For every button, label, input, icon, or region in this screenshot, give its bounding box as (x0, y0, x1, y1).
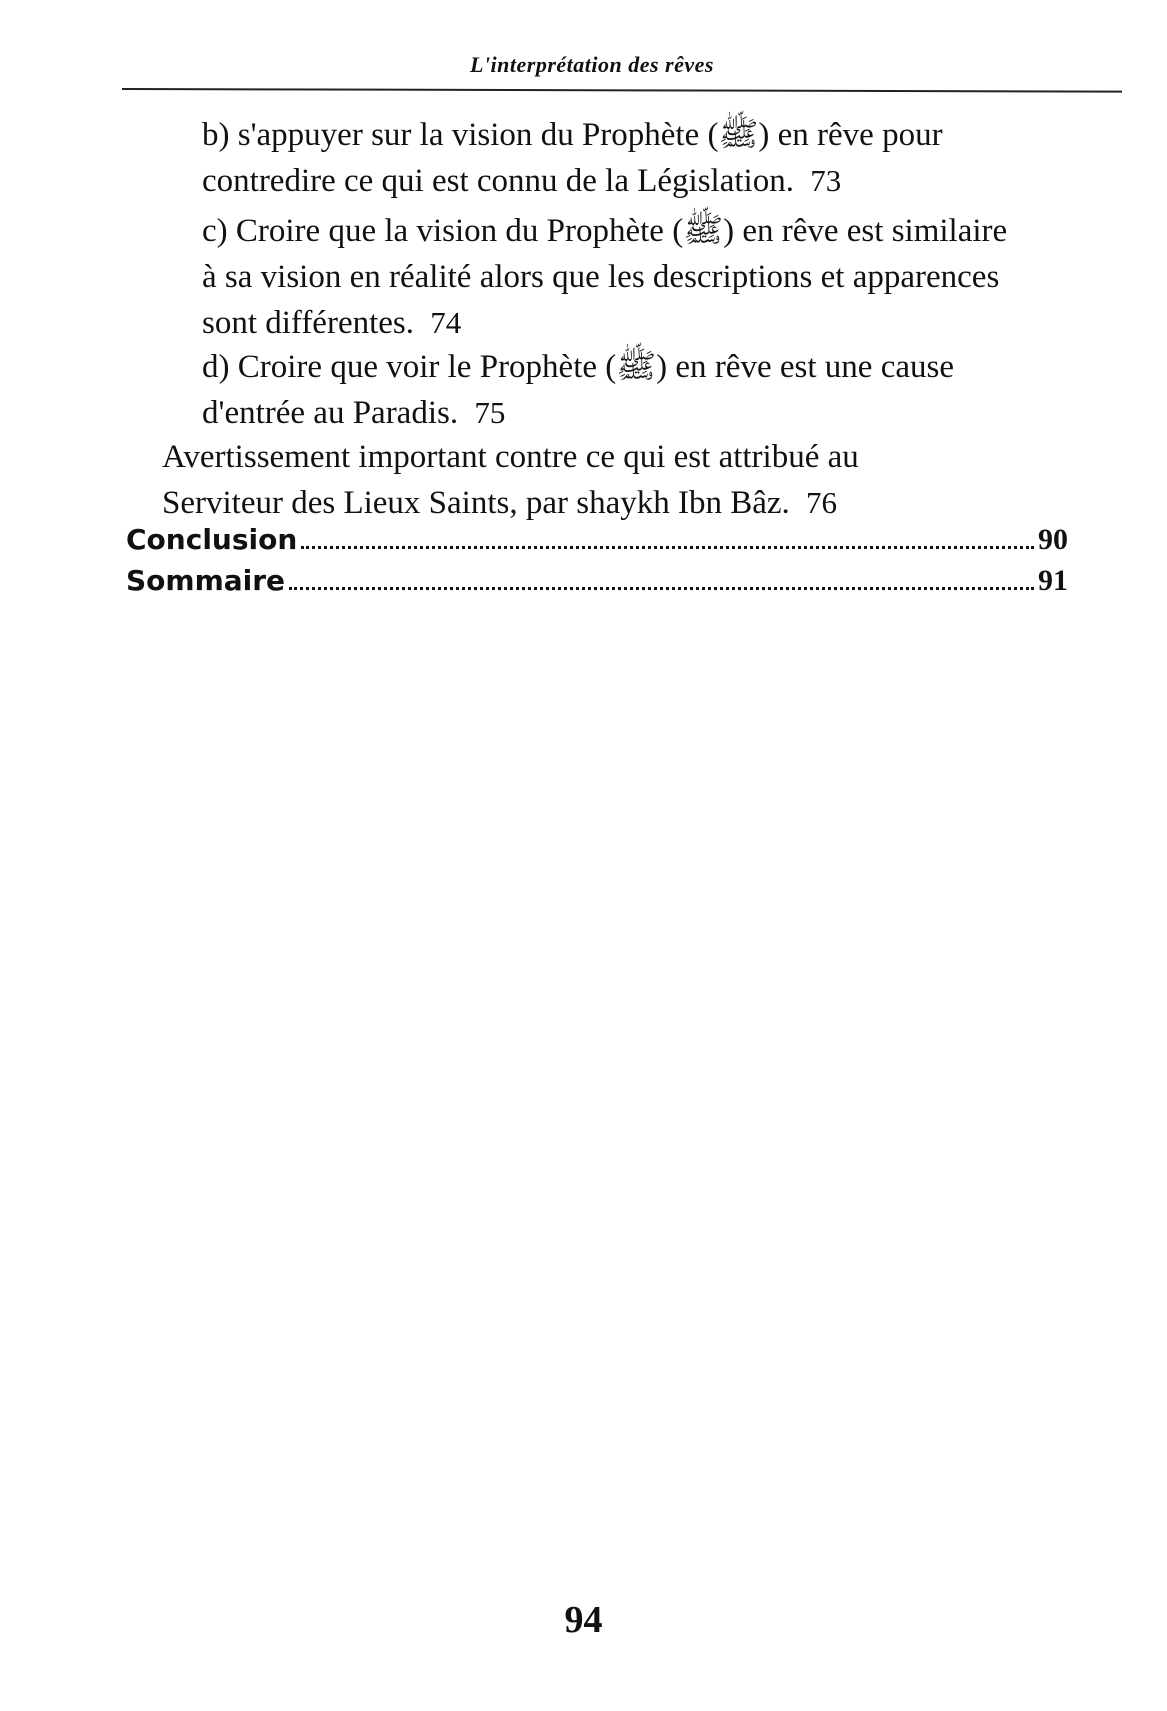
toc-entry-sommaire[interactable] (126, 561, 1068, 601)
word: Prophète (581, 117, 700, 153)
toc-entry-c-page: 74 (430, 305, 462, 340)
word: une (824, 349, 873, 385)
word: similaire (891, 213, 1008, 249)
running-head: L'interprétation des rêves (470, 52, 714, 77)
word: sa (224, 259, 253, 295)
dot-leader (301, 546, 1034, 549)
word: sur (371, 117, 412, 153)
toc-entry-warning (162, 434, 1120, 526)
toc-entry-b-line2 (202, 158, 966, 204)
word: cause (880, 349, 954, 385)
word: est (846, 213, 884, 249)
toc-entry-conclusion-label: Conclusion (126, 523, 298, 556)
word: c) (202, 213, 228, 249)
toc-entry-d-line2 (202, 390, 966, 436)
toc-entry-sommaire-label: Sommaire (126, 564, 286, 597)
word: du (505, 213, 539, 249)
word: vision (451, 117, 533, 153)
word: vision (416, 213, 498, 249)
word: que (328, 213, 377, 249)
word: à (202, 259, 217, 295)
word: rêve (781, 213, 839, 249)
toc-entry-conclusion[interactable] (126, 520, 1068, 560)
word: b) (202, 117, 230, 153)
word: qui (623, 439, 666, 475)
word: Prophète (479, 349, 598, 385)
word: que (330, 349, 378, 385)
toc-entry-c-line1 (202, 208, 1120, 254)
word: descriptions (652, 259, 813, 295)
word: attribué (718, 439, 820, 475)
word: Prophète (546, 213, 664, 249)
word: au (827, 439, 859, 475)
word: en (777, 117, 809, 153)
word: apparences (852, 259, 1000, 295)
toc-entry-c-line2 (202, 254, 1120, 300)
toc-entry-conclusion-page: 90 (1038, 523, 1068, 556)
word: la (384, 213, 409, 249)
word: rêve (817, 117, 874, 153)
word: que (552, 259, 600, 295)
toc-entry-d (202, 344, 1120, 436)
word: le (447, 349, 472, 385)
word: important (358, 439, 487, 475)
word: s'appuyer (237, 117, 363, 153)
honorific-symbol: (ﷺ) (605, 349, 668, 385)
toc-entry-warning-text: Serviteur des Lieux Saints, par shaykh Ibn Bâz. (162, 485, 790, 521)
word: ce (585, 439, 615, 475)
word: d) (202, 349, 230, 385)
toc-entry-c (202, 208, 1120, 346)
word: en (742, 213, 774, 249)
word: Croire (237, 349, 323, 385)
word: Croire (235, 213, 321, 249)
toc-entry-b (202, 112, 1120, 204)
word: pour (882, 117, 943, 153)
toc-entry-b-text: contredire ce qui est connu de la Législation. (202, 163, 794, 199)
header-rule (122, 88, 1122, 93)
toc-entry-c-text: sont différentes. (202, 305, 415, 341)
toc-entry-b-line1 (202, 112, 1120, 158)
word: voir (386, 349, 440, 385)
word: contre (494, 439, 578, 475)
toc-entry-warning-line1 (162, 434, 1120, 480)
word: est (673, 439, 711, 475)
word: est (779, 349, 817, 385)
word: et (820, 259, 845, 295)
word: vision (260, 259, 342, 295)
word: réalité (389, 259, 472, 295)
dot-leader (289, 587, 1034, 590)
word: Avertissement (162, 439, 351, 475)
word: les (608, 259, 645, 295)
word: en (349, 259, 381, 295)
page-number: 94 (564, 1599, 603, 1641)
toc-entry-d-text: d'entrée au Paradis. (202, 395, 459, 431)
honorific-symbol: (ﷺ) (672, 213, 735, 249)
toc-entry-c-line3 (202, 300, 966, 346)
word: rêve (714, 349, 772, 385)
word: alors (479, 259, 544, 295)
word: en (675, 349, 707, 385)
toc-entry-sommaire-page: 91 (1038, 564, 1068, 597)
toc-entry-d-line1 (202, 344, 1120, 390)
toc-entry-d-page: 75 (474, 395, 506, 430)
toc-entry-warning-page: 76 (806, 485, 838, 520)
toc-entry-b-page: 73 (810, 163, 842, 198)
honorific-symbol: (ﷺ) (707, 117, 770, 153)
word: la (419, 117, 444, 153)
word: du (540, 117, 574, 153)
